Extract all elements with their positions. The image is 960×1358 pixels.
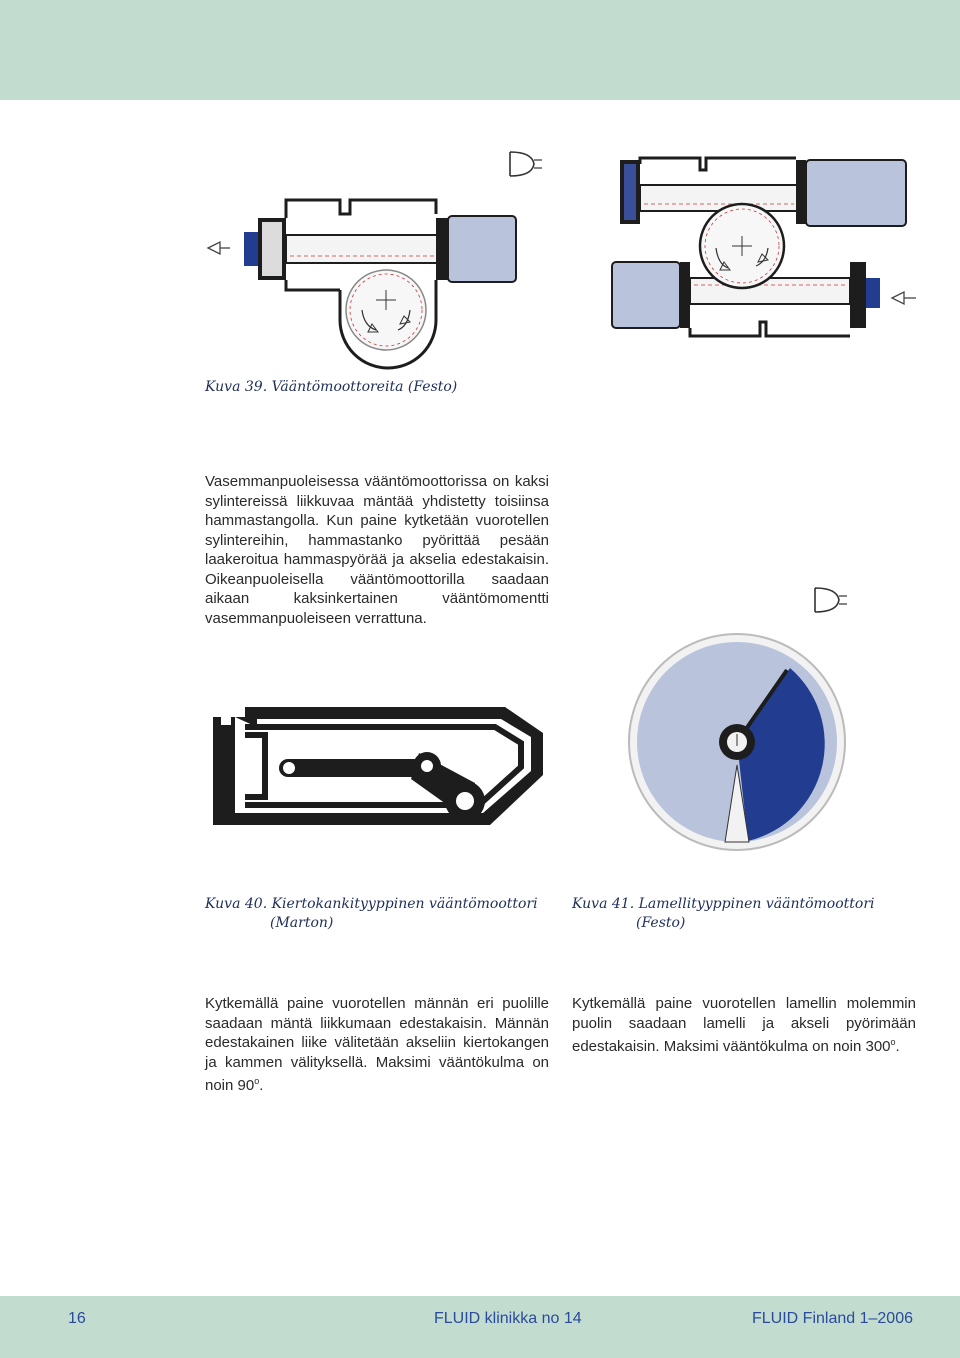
footer-publication: FLUID klinikka no 14 xyxy=(434,1310,582,1327)
figure-41-caption-line1: Kuva 41. Lamellityyppinen vääntömoottori xyxy=(572,896,875,912)
header-band xyxy=(0,0,960,100)
figure-40-caption-line2: (Marton) xyxy=(270,915,334,931)
degree-sup: o xyxy=(890,1037,896,1047)
paragraph-crank-actuator xyxy=(205,994,549,1096)
paragraph-rack-actuators: Vasemmanpuoleisessa vääntömoottorissa on kaksi sylintereissä liikkuvaa mäntää yhdistetty toisiinsa hammastangolla. Kun paine kytketään vuorotellen sylintereihin, hammastanko pyörittää pesään laakeroitua hammaspyörää ja akselia edestakaisin. Oikeanpuoleisella vääntömoottorilla saadaan aikaan kaksinkertainen vääntömomentti vasemmanpuoleiseen verrattuna. xyxy=(205,473,549,627)
figure-40-crank-actuator xyxy=(205,705,550,860)
paragraph-crank-text: Kytkemällä paine vuorotellen männän eri puolille saadaan mäntä liikkumaan edestakaisin. Männän edestakainen liike välitetään akseliin kiertokangen ja kammen välityksellä. Maksimi vääntökulma on noin 90 xyxy=(205,995,549,1094)
paragraph-crank-end: . xyxy=(259,1077,264,1094)
footer-issue: FLUID Finland 1–2006 xyxy=(752,1310,913,1327)
figure-41-vane-actuator xyxy=(615,580,860,855)
figure-41-caption-line2: (Festo) xyxy=(636,915,686,931)
left-actuator-diagram xyxy=(208,200,516,368)
paragraph-vane-end: . xyxy=(895,1038,900,1055)
figure-40-caption-line1: Kuva 40. Kiertokankityyppinen vääntömoottori xyxy=(205,896,538,912)
right-actuator-diagram xyxy=(510,152,916,336)
degree-sup: o xyxy=(254,1076,260,1086)
page-number: 16 xyxy=(68,1310,86,1327)
figure-39-rack-pinion-actuators xyxy=(200,130,920,370)
paragraph-vane-text: Kytkemällä paine vuorotellen lamellin molemmin puolin saadaan lamelli ja akseli pyörimään edestakaisin. Maksimi vääntökulma on noin 300 xyxy=(572,995,916,1055)
figure-39-caption: Kuva 39. Vääntömoottoreita (Festo) xyxy=(205,379,458,395)
paragraph-vane-actuator xyxy=(572,994,916,1057)
